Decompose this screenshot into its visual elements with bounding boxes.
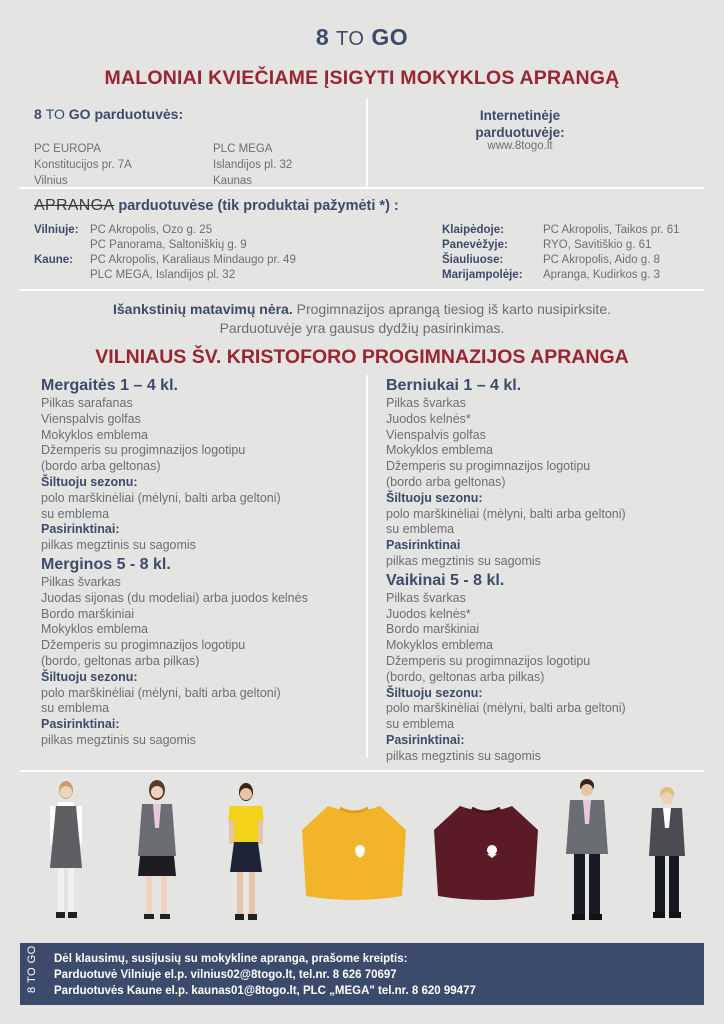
store-city: Kaunas [213, 175, 253, 187]
season-heading: Šiltuoju sezonu: [41, 474, 138, 489]
apranga-title: APRANGA parduotuvėse (tik produktai pažymėti *) : [34, 197, 399, 214]
list-item: Džemperis su progimnazijos logotipu [386, 459, 591, 474]
store-mega [213, 141, 292, 189]
group-heading: Vaikinai 5 - 8 kl. [386, 571, 505, 589]
flyer-page: 8 TO GO MALONIAI KVIEČIAME ĮSIGYTI MOKYKLOS APRANGĄ 8 TO GO parduotuvės: PC EUROPA Konstitucijos pr. 7A Vilnius PLC MEGA Islandijos pl. 32 Kaunas Internetinėje parduotuvėje: www.8togo.lt APRANGA parduotuvėse (tik produktai pažymėti *) : Vilniuje: PC Akropolis, Ozo g. 25 PC Panorama, Saltoniškių g. 9 Kaune: PC Akropolis, Karaliaus Mindaugo pr. 49 PLC MEGA, Islandijos pl. 32 Klaipėdoje: PC Akropolis, Taikos pr. 61 Panevėžyje: RYO, Savitiškio g. 61 Šiauliuose: PC Akropolis, Aido g. 8 Marijampolėje: Apranga, Kudirkos g. 3 Išankstinių matavimų nėra. Progimnazijos aprangą tiesiog iš karto nusipirksite. Parduotuvėje yra gausus dydžių pasirinkimas. VILNIAUS ŠV. KRISTOFORO PROGIMNAZIJOS APRANGA Mergaitės 1 – 4 kl. Pilkas sarafanas Vienspalvis golfas Mokyklos emblema Džemperis su progimnazijos logotipu (bordo arba geltonas) Šiltuoju sezonu: polo marškinėliai (mėlyni, balti arba geltoni) su emblema Pasirinktinai: pilkas megztinis su sagomis Merginos 5 - 8 kl. Pilkas švarkas Juodas sijonas (du modeliai) arba juodos kelnės Bordo marškiniai Mokyklos emblema Džemperis su progimnazijos logotipu (bordo, geltonas arba pilkas) Šiltuoju sezonu: polo marškinėliai (mėlyni, balti arba geltoni) su emblema Pasirinktinai: pilkas megztinis su sagomis Berniukai 1 – 4 kl. Pilkas švarkas Juodos kelnės* Vienspalvis golfas Mokyklos emblema Džemperis su progimnazijos logotipu (bordo arba geltonas) Šiltuoju sezonu: polo marškinėliai (mėlyni, balti arba geltoni) su emblema Pasirinktinai pilkas megztinis su sagomis Vaikinai 5 - 8 kl. Pilkas švarkas Juodos kelnės* Bordo marškiniai Mokyklos emblema Džemperis su progimnazijos logotipu (bordo, geltonas arba pilkas) Šiltuoju sezonu: polo marškinėliai (mėlyni, balti arba geltoni) su emblema Pasirinktinai: pilkas megztinis su sagomis 8 TO GO Dėl klausimų, susijusių su mokykline apranga, prašome kreiptis: Parduotuvė Vilniuje el.p. vilnius02@8togo.lt, tel.nr. 8 626 70697 Parduotuvės Kaune el.p. kaunas01@8togo.lt, PLC „MEGA" tel.nr. 8 620 99477 [0, 0, 724, 1024]
girl-sarafan-photo [38, 778, 94, 930]
list-item: Mokyklos emblema [41, 427, 148, 442]
group-heading: Berniukai 1 – 4 kl. [386, 377, 522, 394]
optional-heading: Pasirinktinai: [386, 732, 465, 747]
divider-vertical [366, 99, 368, 187]
list-item: pilkas megztinis su sagomis [41, 732, 196, 747]
store-street: Konstitucijos pr. 7A [34, 159, 132, 171]
list-item: (bordo, geltonas arba pilkas) [41, 653, 200, 668]
footer-line: Dėl klausimų, susijusių su mokykline apranga, prašome kreiptis: [54, 953, 408, 965]
season-heading: Šiltuoju sezonu: [386, 490, 483, 505]
stores-title: 8 TO GO parduotuvės: [34, 106, 184, 122]
list-item: Vienspalvis golfas [386, 427, 486, 442]
online-store-title: Internetinėje parduotuvėje: [475, 108, 565, 140]
list-item: Bordo marškiniai [41, 606, 135, 621]
notice: Išankstinių matavimų nėra. Progimnazijos aprangą tiesiog iš karto nusipirksite. Parduotuvėje yra gausus dydžių pasirinkimas. [113, 301, 611, 336]
list-item: polo marškinėliai (mėlyni, balti arba geltoni) [41, 490, 281, 505]
group-heading: Merginos 5 - 8 kl. [41, 555, 171, 573]
yellow-sweater-photo [298, 800, 410, 904]
season-heading: Šiltuoju sezonu: [41, 669, 138, 684]
store-europa [34, 141, 132, 189]
list-item: Juodas sijonas (du modeliai) arba juodos kelnės [41, 590, 308, 605]
list-item: Vienspalvis golfas [41, 411, 141, 426]
boy-young-photo [644, 784, 690, 930]
brand-logo: 8 TO GO [315, 24, 409, 50]
list-item: (bordo arba geltonas) [41, 459, 161, 474]
uniform-right-column [386, 375, 706, 765]
footer-brand: 8 TO GO [26, 945, 38, 993]
list-item: Džemperis su progimnazijos logotipu [386, 653, 591, 668]
list-item: (bordo, geltonas arba pilkas) [386, 669, 545, 684]
list-item: su emblema [386, 717, 455, 732]
list-item: (bordo arba geltonas) [386, 474, 506, 489]
list-item: Mokyklos emblema [41, 622, 148, 637]
footer-line: Parduotuvė Vilniuje el.p. vilnius02@8togo.lt, tel.nr. 8 626 70697 [54, 969, 397, 981]
list-item: polo marškinėliai (mėlyni, balti arba geltoni) [41, 685, 281, 700]
optional-heading: Pasirinktinai: [41, 717, 120, 732]
store-name: PLC MEGA [213, 143, 273, 155]
store-street: Islandijos pl. 32 [213, 159, 293, 171]
main-title: MALONIAI KVIEČIAME ĮSIGYTI MOKYKLOS APRANGĄ [104, 67, 620, 89]
divider-vertical [366, 375, 368, 758]
bordo-sweater-photo [430, 800, 542, 904]
footer-line: Parduotuvės Kaune el.p. kaunas01@8togo.lt, PLC „MEGA" tel.nr. 8 620 99477 [54, 985, 476, 997]
optional-heading: Pasirinktinai: [41, 522, 120, 537]
list-item: pilkas megztinis su sagomis [386, 553, 541, 568]
school-title: VILNIAUS ŠV. KRISTOFORO PROGIMNAZIJOS APRANGA [95, 346, 629, 368]
group-heading: Mergaitės 1 – 4 kl. [41, 377, 178, 394]
list-item: Juodos kelnės* [386, 411, 471, 426]
list-item: pilkas megztinis su sagomis [386, 748, 541, 763]
season-heading: Šiltuoju sezonu: [386, 685, 483, 700]
list-item: pilkas megztinis su sagomis [41, 538, 196, 553]
list-item: Bordo marškiniai [386, 622, 480, 637]
list-item: su emblema [386, 522, 455, 537]
list-item: Pilkas švarkas [41, 574, 121, 589]
apranga-logo: APRANGA [34, 197, 115, 214]
list-item: su emblema [41, 701, 110, 716]
list-item: Mokyklos emblema [386, 638, 493, 653]
contact-footer [20, 943, 704, 1005]
list-item: polo marškinėliai (mėlyni, balti arba geltoni) [386, 701, 626, 716]
list-item: polo marškinėliai (mėlyni, balti arba geltoni) [386, 506, 626, 521]
list-item: su emblema [41, 506, 110, 521]
list-item: Mokyklos emblema [386, 443, 493, 458]
list-item: Juodos kelnės* [386, 606, 471, 621]
uniform-left-column [41, 375, 361, 749]
online-store-url[interactable]: www.8togo.lt [487, 140, 553, 152]
store-city: Vilnius [34, 175, 68, 187]
list-item: Džemperis su progimnazijos logotipu [41, 638, 246, 653]
store-name: PC EUROPA [34, 143, 101, 155]
optional-heading: Pasirinktinai [386, 538, 461, 553]
list-item: Pilkas švarkas [386, 590, 466, 605]
list-item: Pilkas švarkas [386, 396, 466, 410]
girl-polo-photo [220, 780, 272, 930]
uniform-photos [0, 772, 724, 932]
boy-blazer-photo [560, 776, 614, 930]
list-item: Džemperis su progimnazijos logotipu [41, 443, 246, 458]
list-item: Pilkas sarafanas [41, 396, 133, 410]
girl-blazer-photo [128, 778, 186, 930]
divider [20, 289, 704, 291]
